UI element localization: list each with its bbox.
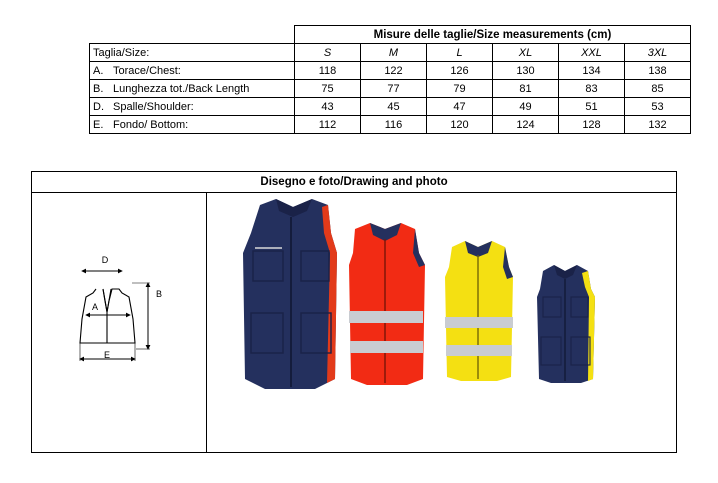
table-cell: 47: [427, 98, 493, 116]
table-cell: 51: [559, 98, 625, 116]
table-cell: 75: [295, 80, 361, 98]
table-cell: 120: [427, 116, 493, 134]
size-header: XL: [493, 44, 559, 62]
size-header: M: [361, 44, 427, 62]
navy-vest: [243, 199, 337, 389]
table-cell: 118: [295, 62, 361, 80]
table-title: Misure delle taglie/Size measurements (cm): [295, 26, 691, 44]
row-label: [90, 62, 295, 80]
section-title: Disegno e foto/Drawing and photo: [32, 172, 676, 193]
row-letter: B.: [93, 82, 104, 95]
size-header: 3XL: [625, 44, 691, 62]
dimension-e-label: E: [103, 350, 111, 360]
row-label: [90, 116, 295, 134]
table-cell: 134: [559, 62, 625, 80]
row-letter: A.: [93, 64, 104, 77]
row-letter: D.: [93, 100, 104, 113]
vest-outline: [80, 289, 135, 343]
table-cell: 116: [361, 116, 427, 134]
table-cell: 130: [493, 62, 559, 80]
table-cell: 138: [625, 62, 691, 80]
row-label-text: Fondo/ Bottom:: [113, 118, 189, 131]
table-cell: 83: [559, 80, 625, 98]
table-title-row: [90, 26, 691, 44]
size-table: [89, 25, 691, 134]
yellow-vest: [445, 241, 513, 381]
table-cell: 124: [493, 116, 559, 134]
red-vest: [349, 223, 425, 385]
row-label: [90, 80, 295, 98]
table-header-row: [90, 44, 691, 62]
navy-yellow-vest: [537, 265, 595, 383]
dimension-b-label: B: [155, 289, 163, 299]
table-cell: 45: [361, 98, 427, 116]
size-header: S: [295, 44, 361, 62]
table-cell: 128: [559, 116, 625, 134]
table-row: [90, 116, 691, 134]
row-label-text: Torace/Chest:: [113, 64, 181, 77]
table-row: [90, 80, 691, 98]
row-label-text: Lunghezza tot./Back Length: [113, 82, 250, 95]
table-cell: 53: [625, 98, 691, 116]
product-photo-panel: [207, 193, 676, 452]
table-cell: 49: [493, 98, 559, 116]
table-cell: 112: [295, 116, 361, 134]
product-photo: [207, 193, 677, 453]
size-header: L: [427, 44, 493, 62]
table-cell: 132: [625, 116, 691, 134]
table-row: [90, 98, 691, 116]
table-row: [90, 62, 691, 80]
table-cell: 79: [427, 80, 493, 98]
size-header: XXL: [559, 44, 625, 62]
table-cell: 126: [427, 62, 493, 80]
table-cell: 85: [625, 80, 691, 98]
row-letter: E.: [93, 118, 104, 131]
row-label-text: Spalle/Shoulder:: [113, 100, 194, 113]
blank-cell: [90, 26, 295, 44]
table-cell: 43: [295, 98, 361, 116]
size-header-label: Taglia/Size:: [90, 44, 295, 62]
table-cell: 122: [361, 62, 427, 80]
vest-measurement-diagram: [32, 193, 206, 453]
table-cell: 81: [493, 80, 559, 98]
dimension-d-label: D: [101, 255, 109, 265]
table-cell: 77: [361, 80, 427, 98]
row-label: [90, 98, 295, 116]
drawing-photo-frame: [31, 171, 677, 453]
measurement-diagram-panel: [32, 193, 207, 452]
dimension-a-label: A: [91, 302, 99, 312]
